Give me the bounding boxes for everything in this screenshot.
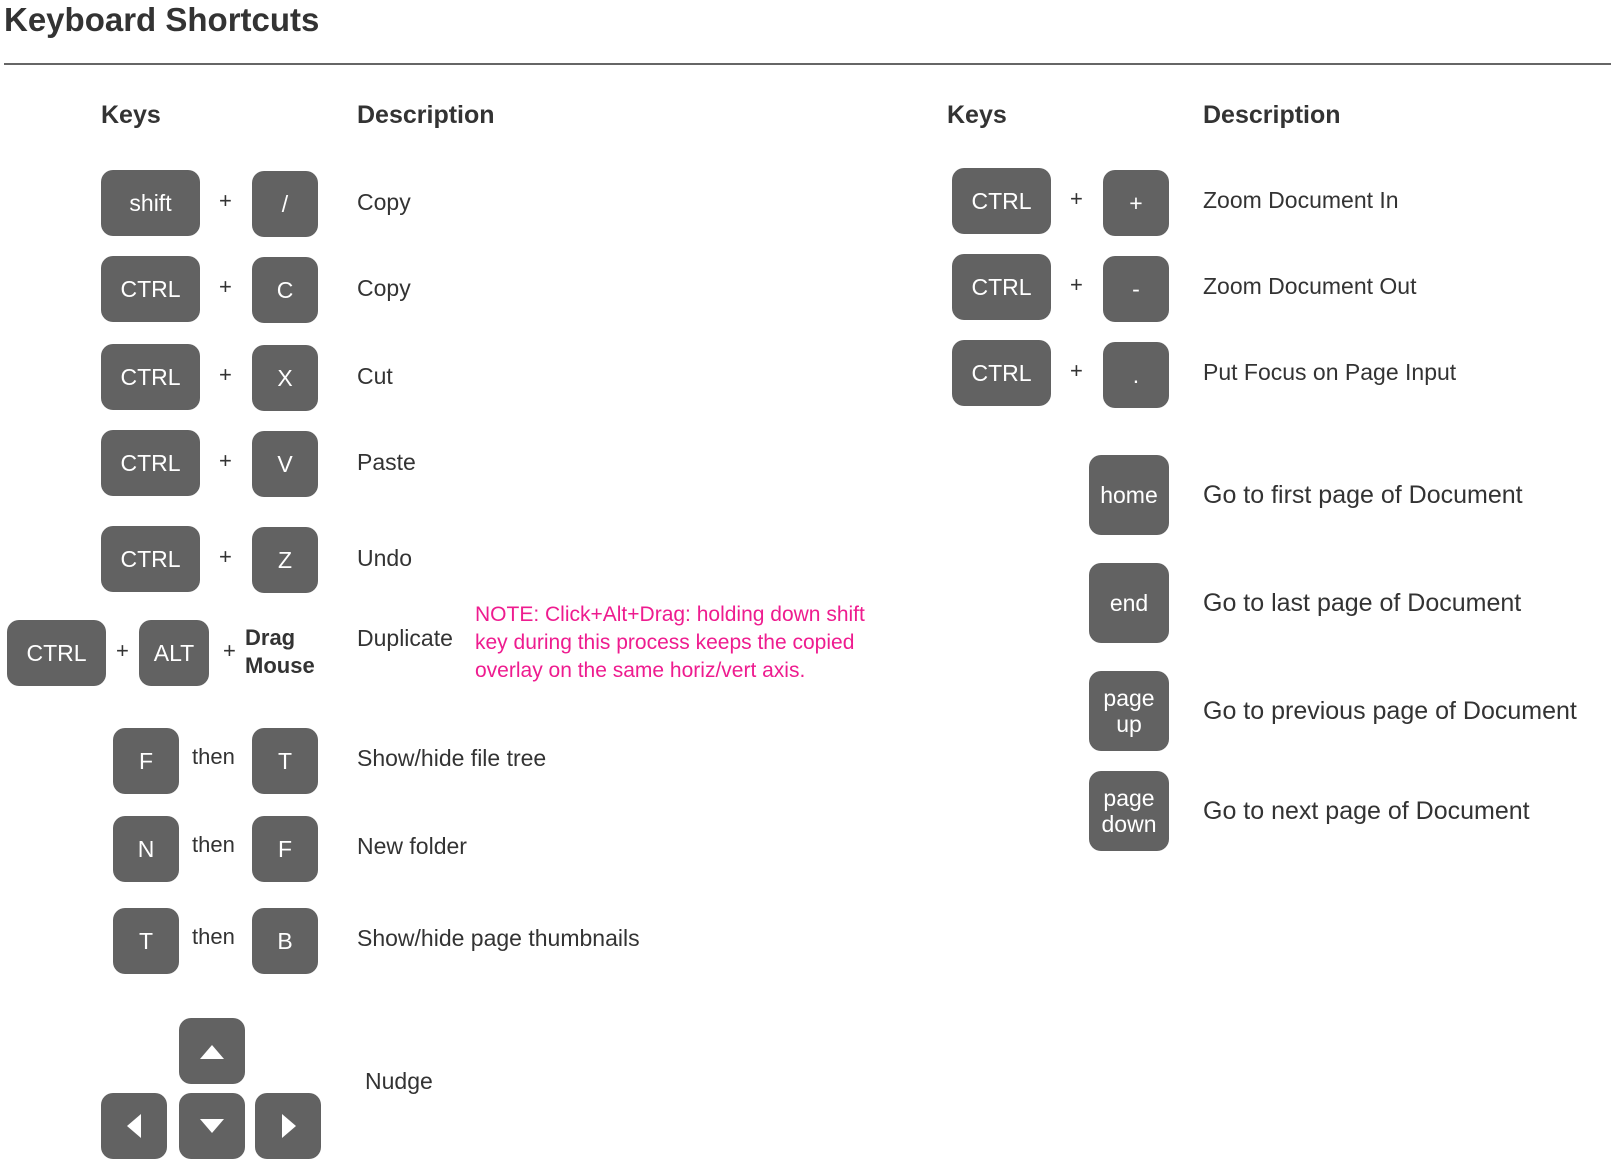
key-z: Z — [252, 527, 318, 593]
left-keys-header: Keys — [101, 101, 161, 129]
key-shift: shift — [101, 170, 200, 236]
plus-separator: + — [219, 362, 232, 387]
shortcut-description: Go to previous page of Document — [1203, 697, 1577, 725]
arrow-down-icon — [179, 1093, 245, 1159]
drag-label-line1: Drag — [245, 625, 296, 650]
shortcut-description: Show/hide page thumbnails — [357, 925, 640, 951]
shortcut-description: Duplicate — [357, 625, 453, 651]
key-ctrl: CTRL — [101, 526, 200, 592]
title-divider — [4, 63, 1611, 65]
shortcut-description: Undo — [357, 545, 412, 571]
shortcut-description: Go to next page of Document — [1203, 797, 1530, 825]
key-label-line1: page — [1103, 785, 1155, 811]
key-ctrl: CTRL — [101, 344, 200, 410]
key-f: F — [252, 816, 318, 882]
shortcut-description: Go to first page of Document — [1203, 481, 1523, 509]
key-period: . — [1103, 342, 1169, 408]
plus-separator: + — [219, 448, 232, 473]
key-slash: / — [252, 171, 318, 237]
key-x: X — [252, 345, 318, 411]
key-c: C — [252, 257, 318, 323]
key-t: T — [252, 728, 318, 794]
shortcut-description: Cut — [357, 363, 393, 389]
shortcut-description: Paste — [357, 449, 416, 475]
plus-separator: + — [219, 188, 232, 213]
then-separator: then — [192, 924, 235, 949]
key-label: home — [1100, 482, 1158, 508]
shortcut-description: Copy — [357, 275, 411, 301]
key-n: N — [113, 816, 179, 882]
key-ctrl: CTRL — [7, 620, 106, 686]
key-ctrl: CTRL — [101, 430, 200, 496]
drag-label-line2: Mouse — [245, 653, 315, 678]
shortcut-description: Nudge — [365, 1068, 433, 1094]
plus-separator: + — [219, 544, 232, 569]
duplicate-note-line1: NOTE: Click+Alt+Drag: holding down shift — [475, 603, 865, 626]
key-f: F — [113, 728, 179, 794]
key-ctrl: CTRL — [952, 254, 1051, 320]
shortcut-description: Show/hide file tree — [357, 745, 547, 771]
key-page-down — [1089, 771, 1169, 851]
key-page-up — [1089, 671, 1169, 751]
right-keys-header: Keys — [947, 101, 1007, 129]
key-label: end — [1109, 590, 1149, 616]
left-description-header: Description — [357, 101, 495, 129]
key-t: T — [113, 908, 179, 974]
shortcut-description: Zoom Document In — [1203, 187, 1399, 213]
key-v: V — [252, 431, 318, 497]
shortcut-description: Copy — [357, 189, 411, 215]
key-label-line2: down — [1101, 811, 1157, 837]
key-minus: - — [1103, 256, 1169, 322]
key-label-line1: page — [1103, 685, 1155, 711]
then-separator: then — [192, 744, 235, 769]
shortcut-description: Go to last page of Document — [1203, 589, 1522, 617]
shortcut-description: New folder — [357, 833, 467, 859]
key-b: B — [252, 908, 318, 974]
plus-separator: + — [1070, 272, 1083, 297]
plus-separator: + — [223, 638, 236, 663]
key-ctrl: CTRL — [952, 340, 1051, 406]
arrow-up-icon — [179, 1018, 245, 1084]
key-plus: + — [1103, 170, 1169, 236]
page-title: Keyboard Shortcuts — [4, 1, 320, 38]
then-separator: then — [192, 832, 235, 857]
key-ctrl: CTRL — [952, 168, 1051, 234]
plus-separator: + — [219, 274, 232, 299]
plus-separator: + — [116, 638, 129, 663]
shortcut-description: Zoom Document Out — [1203, 273, 1417, 299]
duplicate-note-line2: key during this process keeps the copied — [475, 631, 855, 654]
key-end — [1089, 563, 1169, 643]
key-label-line2: up — [1116, 711, 1142, 737]
key-alt: ALT — [139, 620, 209, 686]
shortcut-description: Put Focus on Page Input — [1203, 359, 1457, 385]
key-ctrl: CTRL — [101, 256, 200, 322]
key-home — [1089, 455, 1169, 535]
duplicate-note-line3: overlay on the same horiz/vert axis. — [475, 659, 806, 682]
arrow-left-icon — [101, 1093, 167, 1159]
arrow-right-icon — [255, 1093, 321, 1159]
right-description-header: Description — [1203, 101, 1341, 129]
plus-separator: + — [1070, 358, 1083, 383]
plus-separator: + — [1070, 186, 1083, 211]
